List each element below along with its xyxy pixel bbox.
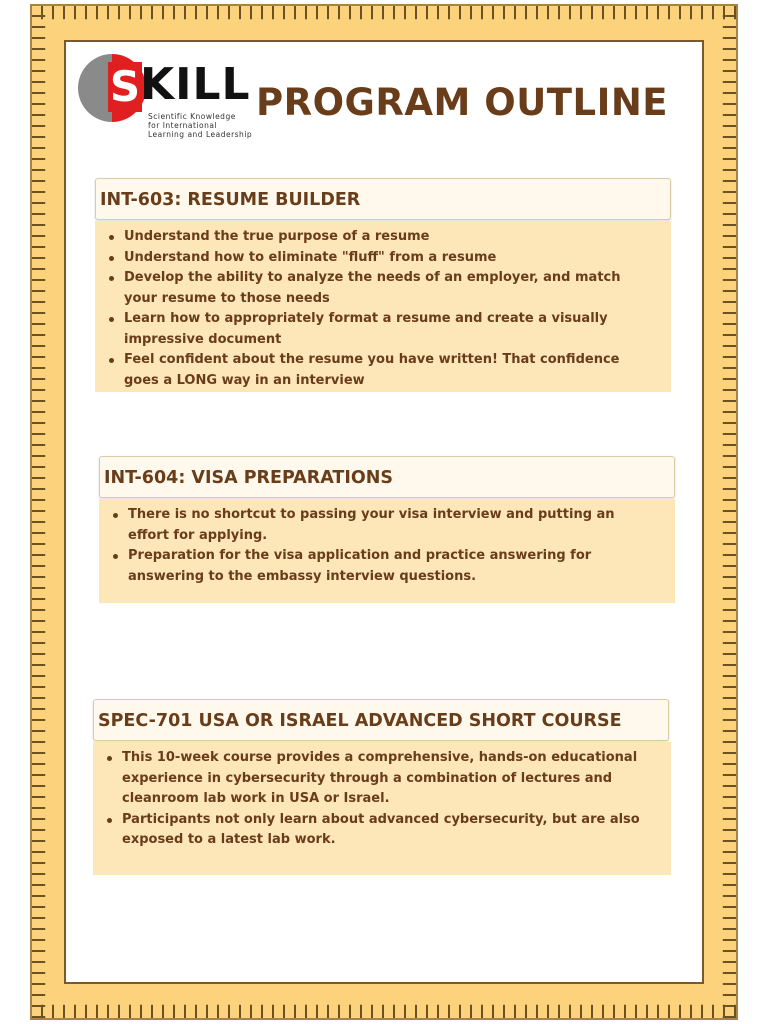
- list-item: Participants not only learn about advanced cybersecurity, but are also exposed to a latest lab work.: [105, 810, 653, 851]
- bullet-list: [95, 221, 671, 391]
- list-item: Preparation for the visa application and practice answering for answering to the embassy interview questions.: [111, 546, 657, 587]
- logo-letter: S: [109, 62, 141, 111]
- logo-tagline: [148, 112, 252, 139]
- list-item: There is no shortcut to passing your visa interview and putting an effort for applying.: [111, 505, 657, 546]
- list-item: Understand the true purpose of a resume: [107, 227, 653, 248]
- section-body-visa-preparations: [99, 499, 675, 603]
- list-item: This 10-week course provides a comprehensive, hands-on educational experience in cybersecurity through a combination of lectures and cleanroom lab work in USA or Israel.: [105, 748, 653, 810]
- section-heading-resume-builder: INT-603: RESUME BUILDER: [95, 178, 671, 220]
- ruler-ticks-right: [714, 6, 736, 1018]
- bullet-list: [99, 499, 675, 587]
- ruler-ticks-left: [32, 6, 54, 1018]
- list-item: Develop the ability to analyze the needs of an employer, and match your resume to those needs: [107, 268, 653, 309]
- logo-word: KILL: [140, 59, 251, 110]
- section-heading-visa-preparations: INT-604: VISA PREPARATIONS: [99, 456, 675, 498]
- section-body-spec-701: [93, 742, 671, 875]
- logo-tagline-line: Learning and Leadership: [148, 130, 253, 139]
- skill-logo: [78, 54, 253, 144]
- ruler-ticks-bottom: [32, 996, 736, 1018]
- list-item: Feel confident about the resume you have written! That confidence goes a LONG way in an interview: [107, 350, 653, 391]
- logo-tagline-line: for International: [148, 121, 218, 130]
- list-item: Understand how to eliminate "fluff" from a resume: [107, 248, 653, 269]
- bullet-list: [93, 742, 671, 851]
- ruler-ticks-top: [32, 6, 736, 28]
- list-item: Learn how to appropriately format a resume and create a visually impressive document: [107, 309, 653, 350]
- page-title: PROGRAM OUTLINE: [256, 81, 669, 124]
- section-heading-spec-701: SPEC-701 USA OR ISRAEL ADVANCED SHORT COURSE: [93, 699, 669, 741]
- section-body-resume-builder: [95, 221, 671, 392]
- logo-tagline-line: Scientific Knowledge: [148, 112, 236, 121]
